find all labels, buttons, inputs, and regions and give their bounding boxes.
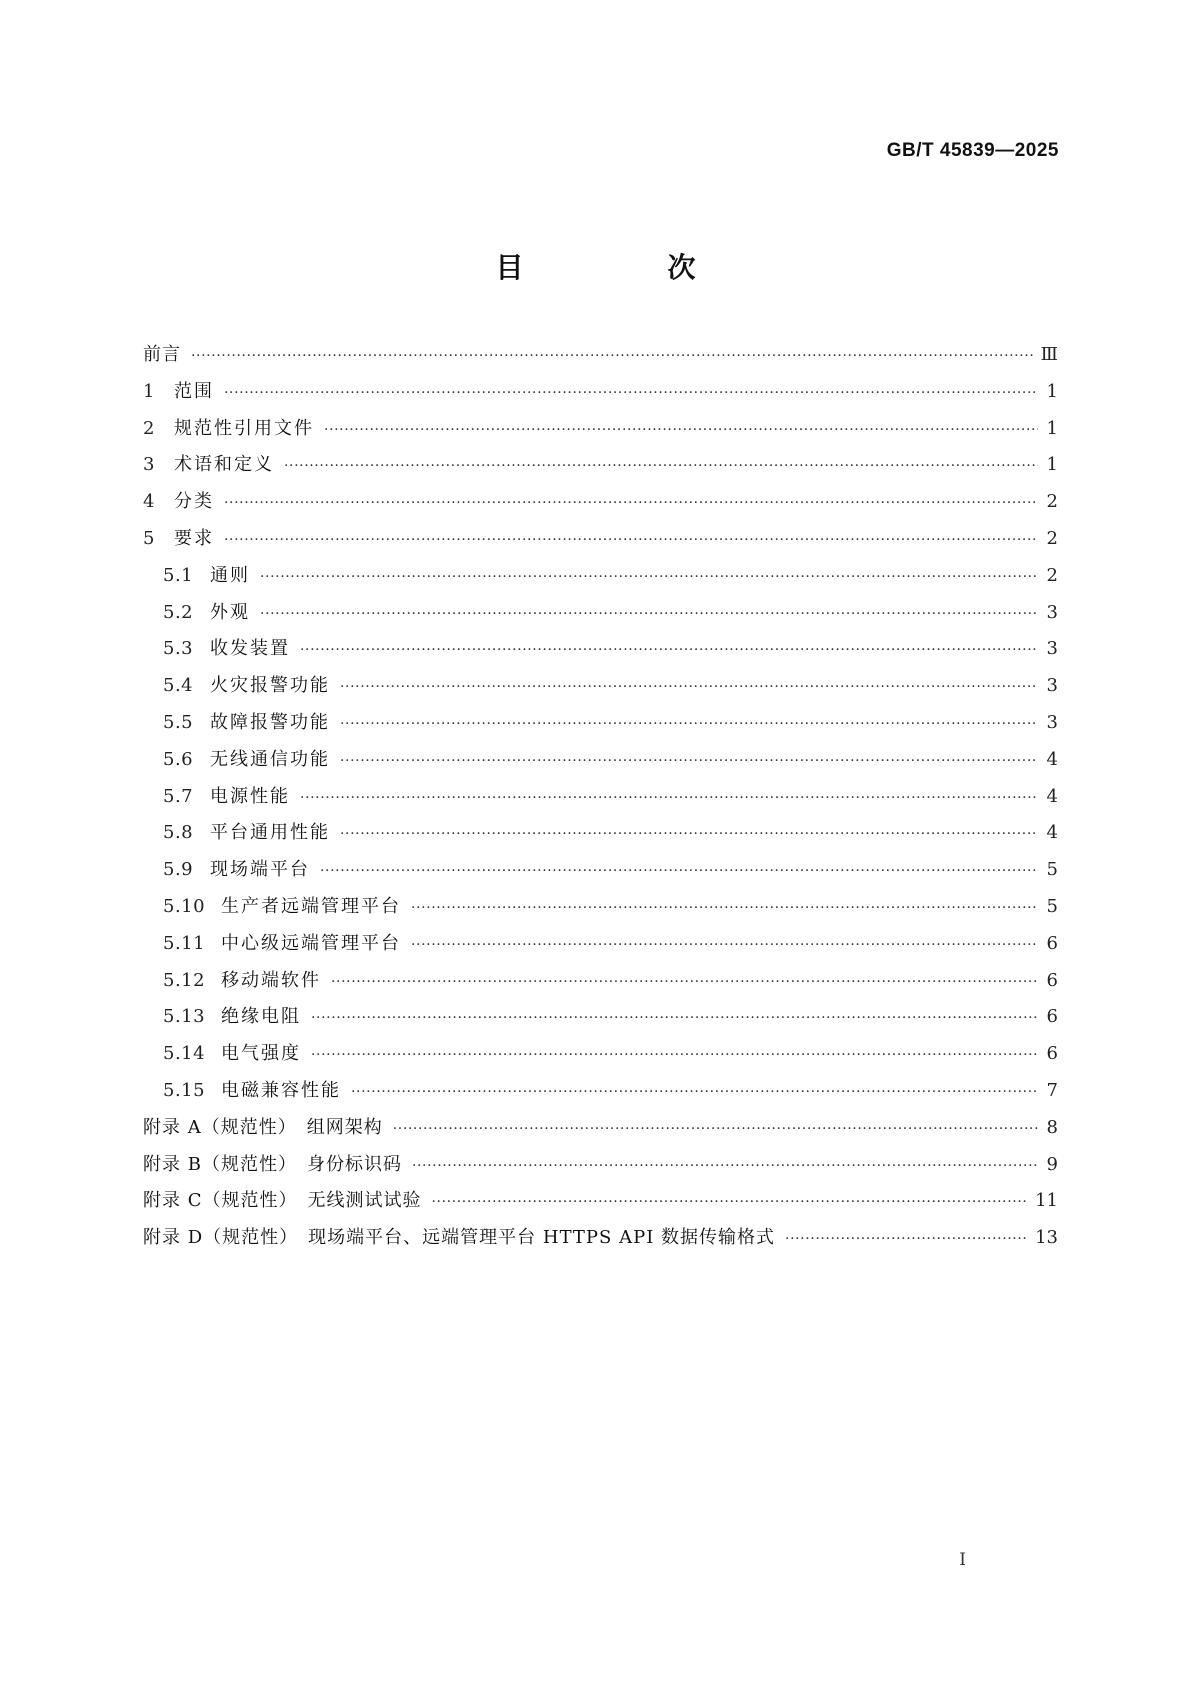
toc-entry-page: 4 — [1046, 785, 1058, 807]
toc-entry[interactable] — [143, 631, 1058, 668]
toc-entry[interactable] — [143, 1147, 1058, 1184]
toc-dot-leader — [432, 1184, 1028, 1221]
toc-entry-label: 规范性引用文件 — [174, 417, 314, 439]
toc-entry[interactable] — [143, 668, 1058, 705]
toc-entry-page: 1 — [1046, 454, 1058, 476]
toc-entry[interactable] — [143, 521, 1058, 558]
toc-entry-number: 2 — [143, 417, 155, 439]
toc-entry[interactable] — [143, 1220, 1058, 1257]
toc-entry[interactable] — [143, 1110, 1058, 1147]
toc-entry-page: 8 — [1046, 1116, 1058, 1138]
toc-entry-label: 电源性能 — [210, 785, 290, 807]
toc-entry-label: 范围 — [174, 380, 214, 402]
toc-entry-label: 现场端平台 — [210, 859, 310, 881]
toc-dot-leader — [224, 485, 1038, 522]
toc-entry-label: 火灾报警功能 — [210, 675, 330, 697]
toc-entry-page: 6 — [1046, 1043, 1058, 1065]
toc-entry-label: 术语和定义 — [174, 454, 274, 476]
toc-entry-label: 要求 — [174, 527, 214, 549]
toc-entry[interactable] — [143, 447, 1058, 484]
toc-dot-leader — [340, 816, 1038, 853]
toc-entry[interactable] — [143, 889, 1058, 926]
toc-entry-number: 5.1 — [163, 564, 194, 586]
toc-entry-page: 6 — [1046, 932, 1058, 954]
toc-entry-page: 5 — [1046, 859, 1058, 881]
toc-entry-page: 6 — [1046, 969, 1058, 991]
toc-entry[interactable] — [143, 1073, 1058, 1110]
toc-dot-leader — [191, 338, 1033, 375]
toc-dot-leader — [300, 780, 1038, 817]
toc-entry-label: 平台通用性能 — [210, 822, 330, 844]
toc-entry-label: 前言 — [143, 344, 181, 365]
toc-entry-page: 3 — [1046, 675, 1058, 697]
toc-dot-leader — [393, 1111, 1038, 1148]
toc-entry-page: 2 — [1046, 564, 1058, 586]
toc-entry-number: 5.3 — [163, 638, 194, 660]
toc-entry-number: 5 — [143, 527, 155, 549]
toc-entry-number: 5.2 — [163, 601, 194, 623]
toc-entry-page: 2 — [1046, 491, 1058, 513]
toc-entry-page: 13 — [1035, 1227, 1058, 1249]
toc-entry-page: 5 — [1046, 895, 1058, 917]
toc-entry[interactable] — [143, 595, 1058, 632]
toc-entry-label: 分类 — [174, 491, 214, 513]
toc-entry-label: 附录 C（规范性） 无线测试试验 — [143, 1190, 422, 1212]
toc-entry-number: 5.7 — [163, 785, 194, 807]
toc-dot-leader — [284, 448, 1038, 485]
toc-entry-number: 5.12 — [163, 969, 206, 991]
toc-entry[interactable] — [143, 852, 1058, 889]
toc-entry-label: 中心级远端管理平台 — [221, 932, 401, 954]
toc-entry-number: 5.14 — [163, 1043, 206, 1065]
toc-entry-number: 5.5 — [163, 711, 194, 733]
toc-entry[interactable] — [143, 1036, 1058, 1073]
toc-entry-page: 4 — [1046, 748, 1058, 770]
toc-entry-page: 3 — [1046, 711, 1058, 733]
toc-entry-label: 电气强度 — [221, 1043, 301, 1065]
toc-dot-leader — [224, 375, 1038, 412]
toc-entry-number: 1 — [143, 380, 155, 402]
toc-entry[interactable] — [143, 963, 1058, 1000]
toc-entry-page: 7 — [1046, 1079, 1058, 1101]
toc-dot-leader — [785, 1221, 1027, 1258]
toc-dot-leader — [340, 706, 1038, 743]
toc-entry-page: 2 — [1046, 527, 1058, 549]
toc-entry-page: 3 — [1046, 638, 1058, 660]
toc-entry[interactable] — [143, 337, 1058, 374]
toc-dot-leader — [331, 964, 1038, 1001]
toc-entry-number: 5.10 — [163, 895, 206, 917]
toc-dot-leader — [411, 890, 1038, 927]
toc-entry[interactable] — [143, 815, 1058, 852]
toc-entry-number: 4 — [143, 491, 155, 513]
toc-entry[interactable] — [143, 1183, 1058, 1220]
toc-entry-label: 附录 D（规范性） 现场端平台、远端管理平台 HTTPS API 数据传输格式 — [143, 1227, 776, 1249]
toc-entry-label: 通则 — [210, 564, 250, 586]
toc-dot-leader — [260, 596, 1038, 633]
toc-dot-leader — [300, 632, 1038, 669]
toc-entry[interactable] — [143, 999, 1058, 1036]
toc-dot-leader — [260, 559, 1038, 596]
toc-dot-leader — [340, 743, 1038, 780]
toc-entry[interactable] — [143, 742, 1058, 779]
toc-entry[interactable] — [143, 374, 1058, 411]
toc-dot-leader — [311, 1000, 1038, 1037]
toc-entry-page: 4 — [1046, 822, 1058, 844]
toc-entry-number: 5.6 — [163, 748, 194, 770]
toc-entry-label: 电磁兼容性能 — [221, 1079, 341, 1101]
toc-entry-page: 9 — [1046, 1153, 1058, 1175]
toc-entry-number: 5.13 — [163, 1006, 206, 1028]
toc-dot-leader — [351, 1074, 1038, 1111]
toc-entry-page: 11 — [1035, 1190, 1058, 1212]
toc-entry-page: 3 — [1046, 601, 1058, 623]
toc-entry[interactable] — [143, 705, 1058, 742]
toc-entry-label: 故障报警功能 — [210, 711, 330, 733]
toc-entry[interactable] — [143, 558, 1058, 595]
toc-entry-number: 5.8 — [163, 822, 194, 844]
toc-entry-number: 5.4 — [163, 675, 194, 697]
toc-entry-number: 3 — [143, 454, 155, 476]
toc-entry-label: 移动端软件 — [221, 969, 321, 991]
table-of-contents — [143, 337, 1058, 1257]
toc-entry-label: 附录 B（规范性） 身份标识码 — [143, 1153, 402, 1175]
page-number: I — [959, 1550, 966, 1570]
toc-entry-label: 收发装置 — [210, 638, 290, 660]
toc-dot-leader — [411, 927, 1038, 964]
toc-entry[interactable] — [143, 779, 1058, 816]
standard-number: GB/T 45839—2025 — [886, 140, 1059, 161]
toc-entry-label: 附录 A（规范性） 组网架构 — [143, 1116, 383, 1138]
toc-dot-leader — [324, 412, 1038, 449]
toc-dot-leader — [340, 669, 1038, 706]
toc-entry[interactable] — [143, 926, 1058, 963]
toc-entry-label: 生产者远端管理平台 — [221, 895, 401, 917]
toc-entry-page: 6 — [1046, 1006, 1058, 1028]
toc-entry-page: 1 — [1046, 417, 1058, 439]
toc-dot-leader — [412, 1148, 1038, 1185]
toc-entry-number: 5.15 — [163, 1079, 206, 1101]
toc-entry-number: 5.9 — [163, 859, 194, 881]
toc-dot-leader — [224, 522, 1038, 559]
toc-entry-page: Ⅲ — [1040, 344, 1058, 365]
toc-entry-label: 无线通信功能 — [210, 748, 330, 770]
toc-entry-label: 外观 — [210, 601, 250, 623]
toc-entry-number: 5.11 — [163, 932, 206, 954]
page-title: 目 次 — [495, 251, 754, 284]
toc-dot-leader — [320, 853, 1038, 890]
toc-entry[interactable] — [143, 484, 1058, 521]
toc-entry-page: 1 — [1046, 380, 1058, 402]
toc-entry-label: 绝缘电阻 — [221, 1006, 301, 1028]
toc-dot-leader — [311, 1037, 1038, 1074]
toc-entry[interactable] — [143, 411, 1058, 448]
